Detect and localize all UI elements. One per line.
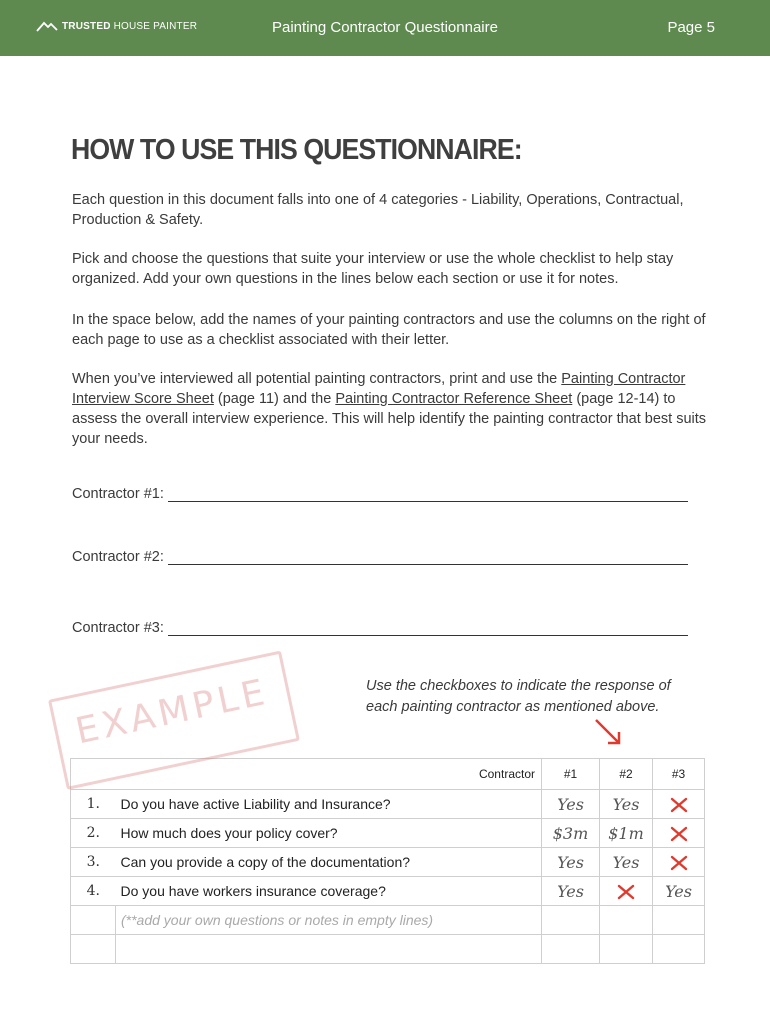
answer-1[interactable]: Yes [542,877,600,906]
table-row-empty [71,906,705,935]
arrow-down-right-icon [592,716,626,750]
paragraph-score-sheets: When you’ve interviewed all potential painting contractors, print and use the Painting Contractor Interview Score Sheet (page 11) and the Painting Contractor Reference Sheet (page 12-14) to assess the overall interview experience. This will help identify the painting contractor that best suits your needs. [72,371,707,447]
answer-3-empty[interactable] [653,906,705,935]
placeholder-note[interactable]: (**add your own questions or notes in empty lines) [116,906,542,935]
row-number: 2. [71,819,116,848]
x-icon [617,884,635,900]
example-table [70,758,705,964]
answer-2-empty[interactable] [600,906,653,935]
answer-2[interactable] [600,877,653,906]
table-row [71,877,705,906]
answer-2-empty[interactable] [600,935,653,964]
brand-name: TRUSTED HOUSE PAINTER [62,20,198,32]
x-icon [670,826,688,842]
row-question: Do you have workers insurance coverage? [116,877,542,906]
row-number-empty [71,935,116,964]
answer-2[interactable]: Yes [600,790,653,819]
contractor-1-line[interactable] [168,487,688,502]
reference-sheet-link[interactable]: Painting Contractor Reference Sheet [335,391,573,407]
checkbox-hint: Use the checkboxes to indicate the response of each painting contractor as mentioned above. [366,678,671,715]
table-row [71,790,705,819]
table-row [71,848,705,877]
header-col-3: #3 [653,759,705,790]
answer-1[interactable]: Yes [542,848,600,877]
contractor-2-label: Contractor #2: [72,549,164,565]
answer-2[interactable]: Yes [600,848,653,877]
question-empty[interactable] [116,935,542,964]
answer-3[interactable] [653,790,705,819]
answer-3[interactable]: Yes [653,877,705,906]
contractor-1-field[interactable] [72,486,688,502]
table-row [71,819,705,848]
answer-1-empty[interactable] [542,935,600,964]
document-title: Painting Contractor Questionnaire [272,19,498,36]
answer-1[interactable]: Yes [542,790,600,819]
answer-1[interactable]: $3m [542,819,600,848]
answer-3-empty[interactable] [653,935,705,964]
row-question: Do you have active Liability and Insurance? [116,790,542,819]
contractor-1-label: Contractor #1: [72,486,164,502]
x-icon [670,797,688,813]
answer-3[interactable] [653,848,705,877]
contractor-2-field[interactable] [72,549,688,565]
row-number: 4. [71,877,116,906]
answer-3[interactable] [653,819,705,848]
header-col-2: #2 [600,759,653,790]
paragraph-categories: Each question in this document falls into one of 4 categories - Liability, Operations, Contractual, Production & Safety. [72,192,684,228]
contractor-3-field[interactable] [72,620,688,636]
header-col-1: #1 [542,759,600,790]
row-question: Can you provide a copy of the documentation? [116,848,542,877]
roof-logo-icon [36,20,58,32]
row-number-empty [71,906,116,935]
example-stamp-text: EXAMPLE [72,671,272,753]
x-icon [670,855,688,871]
answer-1-empty[interactable] [542,906,600,935]
contractor-3-line[interactable] [168,621,688,636]
brand-logo [36,20,197,32]
contractor-2-line[interactable] [168,550,688,565]
paragraph-contractor-names: In the space below, add the names of your painting contractors and use the columns on the right of each page to use as a checklist associated with their letter. [72,312,706,348]
page-title: HOW TO USE THIS QUESTIONNAIRE: [71,134,522,166]
row-number: 1. [71,790,116,819]
header-contractor: Contractor [71,759,542,790]
page-number: Page 5 [667,19,715,36]
paragraph-pick-questions: Pick and choose the questions that suite your interview or use the whole checklist to help stay organized. Add your own questions in the lines below each section or use it for notes. [72,251,674,287]
row-number: 3. [71,848,116,877]
table-row-empty [71,935,705,964]
score-sheet-link[interactable]: Painting Contractor Interview Score Sheet [72,371,686,407]
answer-2[interactable]: $1m [600,819,653,848]
contractor-3-label: Contractor #3: [72,620,164,636]
page-header [0,0,770,56]
row-question: How much does your policy cover? [116,819,542,848]
